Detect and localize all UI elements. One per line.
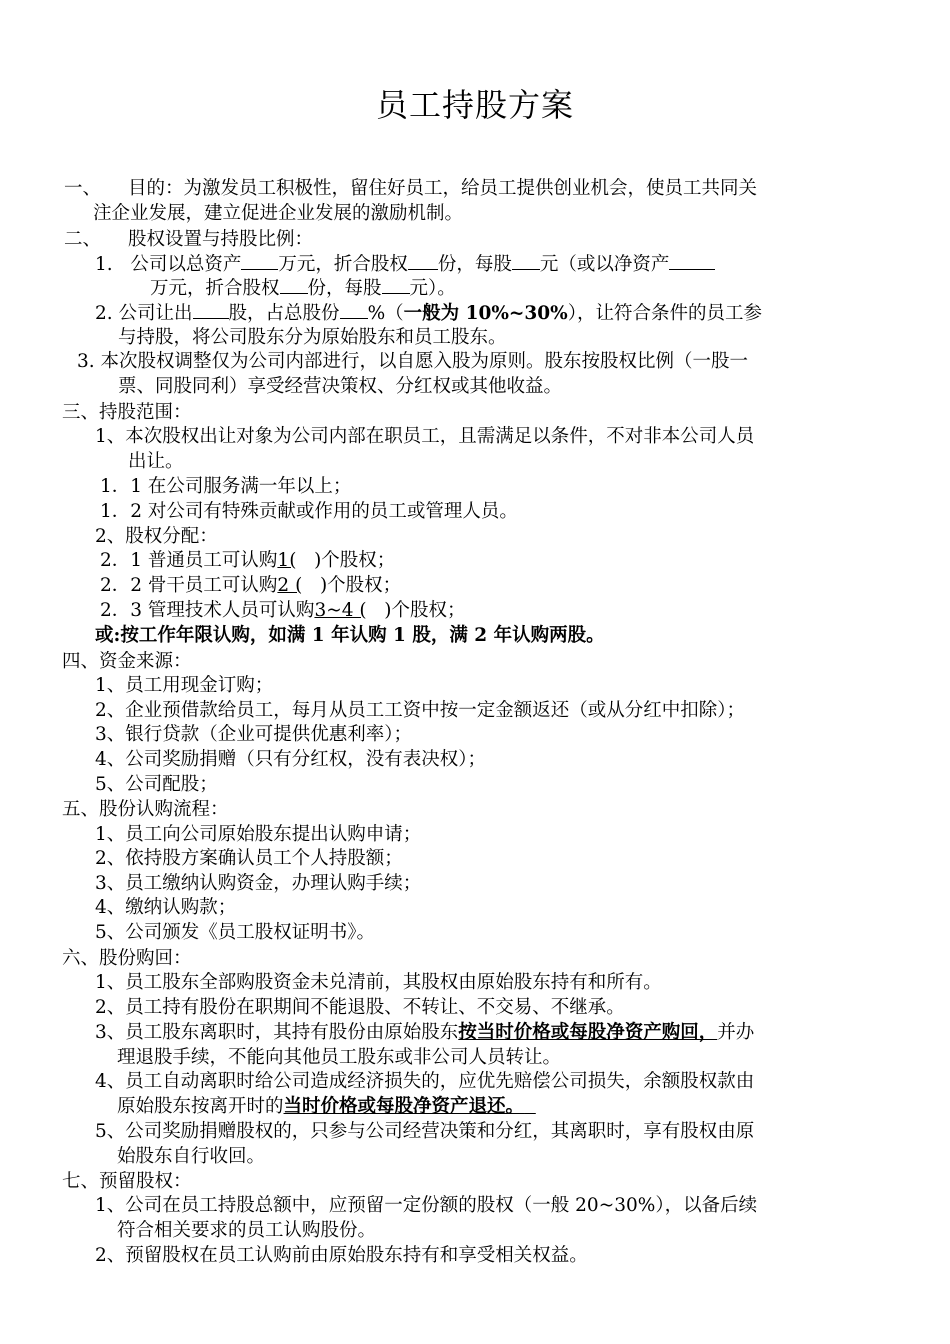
fill-blank bbox=[512, 251, 540, 270]
fill-blank bbox=[280, 275, 308, 294]
section-4-heading: 四、资金来源： bbox=[62, 651, 192, 672]
section-7-item-1-line2: 符合相关要求的员工认购股份。 bbox=[117, 1220, 377, 1241]
section-1-number: 一、 bbox=[64, 178, 102, 199]
section-5-item: 1、员工向公司原始股东提出认购申请； bbox=[95, 824, 422, 845]
section-5-heading: 五、股份认购流程： bbox=[62, 799, 229, 820]
section-6-item-5-line2: 始股东自行收回。 bbox=[117, 1146, 266, 1167]
section-1-text-line2: 注企业发展，建立促进企业发展的激励机制。 bbox=[93, 203, 464, 224]
section-5-item: 2、依持股方案确认员工个人持股额； bbox=[95, 848, 403, 869]
section-7-item-1-line1: 1、公司在员工持股总额中，应预留一定份额的股权（一般 20~30%），以备后续 bbox=[95, 1195, 758, 1216]
fill-blank bbox=[193, 300, 229, 319]
section-3-p1-line2: 出让。 bbox=[128, 451, 184, 472]
section-5-item: 3、员工缴纳认购资金，办理认购手续； bbox=[95, 873, 422, 894]
section-1-text-line1: 目的：为激发员工积极性，留住好员工，给员工提供创业机会，使员工共同关 bbox=[128, 178, 758, 199]
section-3-p2-3: 2．3 管理技术人员可认购3~4 ( )个股权； bbox=[100, 600, 466, 621]
section-6-item-2: 2、员工持有股份在职期间不能退股、不转让、不交易、不继承。 bbox=[95, 997, 625, 1018]
section-2-number: 二、 bbox=[64, 229, 102, 250]
section-3-p1-2: 1．2 对公司有特殊贡献或作用的员工或管理人员。 bbox=[100, 501, 518, 522]
section-2-item-1-line1: 1. 公司以总资产 万元，折合股权 份，每股 元（或以净资产 bbox=[95, 251, 715, 276]
fill-blank bbox=[408, 251, 438, 270]
item-number: 1. bbox=[95, 254, 113, 275]
section-3-p2-2: 2．2 骨干员工可认购2 ( )个股权； bbox=[100, 575, 402, 596]
fill-blank bbox=[382, 275, 410, 294]
section-6-item-5-line1: 5、公司奖励捐赠股权的，只参与公司经营决策和分红，其离职时，享有股权由原 bbox=[95, 1121, 755, 1142]
section-2-item-3-line1: 3. 本次股权调整仅为公司内部进行，以自愿入股为原则。股东按股权比例（一股一 bbox=[77, 351, 749, 372]
section-4-item: 4、公司奖励捐赠（只有分红权，没有表决权）； bbox=[95, 749, 487, 770]
section-3-heading: 三、持股范围： bbox=[62, 402, 192, 423]
section-5-item: 5、公司颁发《员工股权证明书》。 bbox=[95, 922, 376, 943]
section-6-item-3-line1: 3、员工股东离职时，其持有股份由原始股东按当时价格或每股净资产购回，并办 bbox=[95, 1022, 755, 1043]
section-3-p1-1: 1．1 在公司服务满一年以上； bbox=[100, 476, 352, 497]
section-6-item-1: 1、员工股东全部购股资金未兑清前，其股权由原始股东持有和所有。 bbox=[95, 972, 662, 993]
section-2-item-3-line2: 票、同股同利）享受经营决策权、分红权或其他收益。 bbox=[118, 376, 563, 397]
section-2-item-2-line2: 与持股，将公司股东分为原始股东和员工股东。 bbox=[118, 327, 507, 348]
section-2-item-1-line2: 万元，折合股权 份，每股 元）。 bbox=[150, 275, 456, 300]
section-4-item: 3、银行贷款（企业可提供优惠利率）； bbox=[95, 724, 413, 745]
section-4-item: 2、企业预借款给员工，每月从员工工资中按一定金额返还（或从分红中扣除）； bbox=[95, 700, 746, 721]
section-6-heading: 六、股份购回： bbox=[62, 948, 192, 969]
section-3-alternative: 或:按工作年限认购，如满 1 年认购 1 股，满 2 年认购两股。 bbox=[95, 625, 605, 646]
section-4-item: 5、公司配股； bbox=[95, 774, 218, 795]
section-2-heading: 股权设置与持股比例： bbox=[128, 229, 314, 250]
section-6-item-4-line2: 原始股东按离开时的当时价格或每股净资产退还。 bbox=[117, 1096, 525, 1117]
section-4-item: 1、员工用现金订购； bbox=[95, 675, 274, 696]
section-6-item-4-line1: 4、员工自动离职时给公司造成经济损失的，应优先赔偿公司损失，余额股权款由 bbox=[95, 1071, 755, 1092]
fill-blank bbox=[241, 251, 278, 270]
section-7-item-2: 2、预留股权在员工认购前由原始股东持有和享受相关权益。 bbox=[95, 1245, 588, 1266]
section-5-item: 4、缴纳认购款； bbox=[95, 897, 237, 918]
section-6-item-3-line2: 理退股手续，不能向其他员工股东或非公司人员转让。 bbox=[117, 1047, 562, 1068]
fill-blank bbox=[669, 251, 715, 270]
section-3-p2: 2、股权分配： bbox=[95, 526, 218, 547]
section-7-heading: 七、预留股权： bbox=[62, 1171, 192, 1192]
section-3-p2-1: 2．1 普通员工可认购1( )个股权； bbox=[100, 550, 396, 571]
section-2-item-2-line1: 2. 公司让出 股，占总股份 %（一般为 10%~30%），让符合条件的员工参 bbox=[95, 300, 762, 325]
fill-blank bbox=[340, 300, 368, 319]
section-3-p1-line1: 1、本次股权出让对象为公司内部在职员工，且需满足以条件，不对非本公司人员 bbox=[95, 426, 755, 447]
document-title: 员工持股方案 bbox=[375, 86, 574, 124]
